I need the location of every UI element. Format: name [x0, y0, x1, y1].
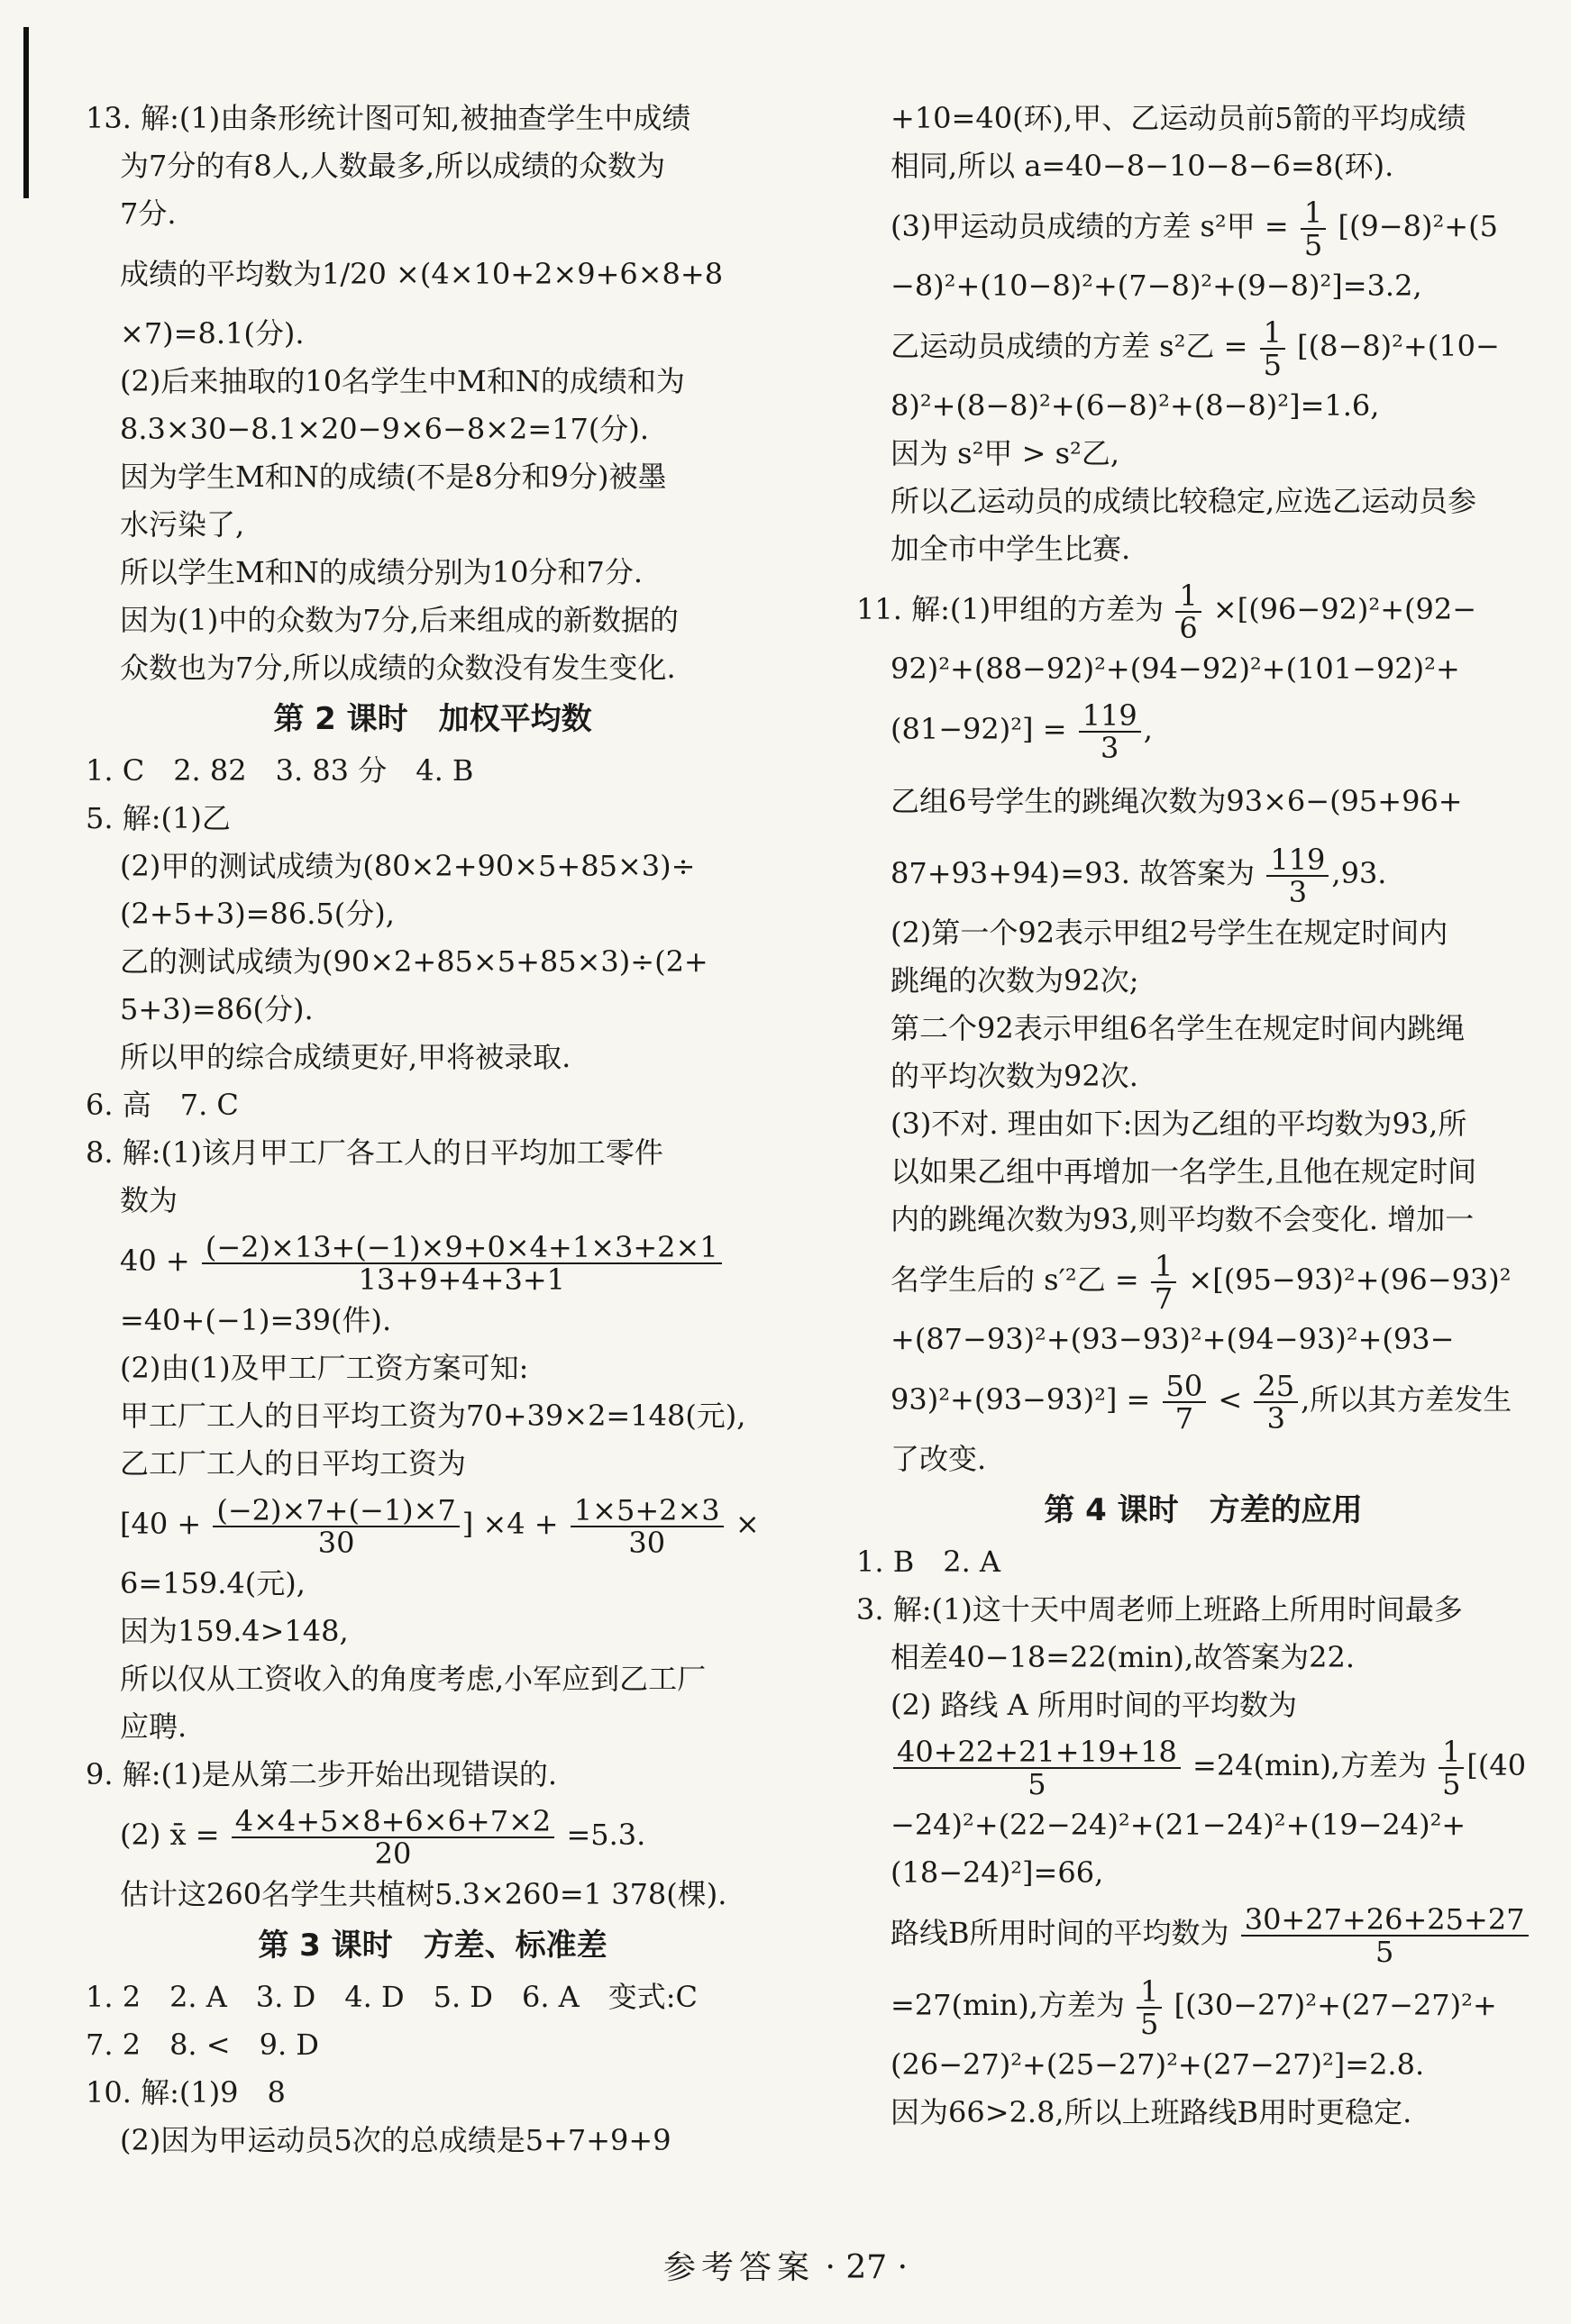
right-column	[856, 95, 1550, 2137]
page-number: · 27 ·	[825, 2249, 909, 2286]
answer-line: 5+3)=86(分).	[120, 992, 314, 1026]
section-heading: 第 2 课时 加权平均数	[273, 701, 592, 737]
q13-line: ×7)=8.1(分).	[120, 316, 305, 351]
fraction: $\frac{(-2)\times 7+(-1)\times 7}{30}$	[213, 1495, 459, 1558]
fraction: $\frac{1}{5}$	[1301, 197, 1326, 260]
answer-line: 8. 解:(1)该月甲工厂各工人的日平均加工零件	[86, 1135, 663, 1170]
q11-line: 11. 解:(1)甲组的方差为 $\frac{1}{6}$ ×[(96−92)²+(92−	[856, 578, 1477, 645]
variance-line: 乙运动员成绩的方差 s²乙 = $\frac{1}{5}$ [(8−8)²+(10−	[891, 314, 1500, 382]
section-heading: 第 4 课时 方差的应用	[1044, 1492, 1363, 1528]
q13-line: 因为(1)中的众数为7分,后来组成的新数据的	[120, 603, 679, 637]
answer-line: 因为 s²甲 > s²乙,	[891, 436, 1120, 470]
fraction: $\frac{1}{7}$	[1151, 1251, 1176, 1314]
answer-line: 相同,所以 a=40−8−10−8−6=8(环).	[891, 149, 1394, 183]
answer-line: (2+5+3)=86.5(分),	[120, 897, 395, 931]
fraction: $\frac{4\times 4+5\times 8+6\times 6+7\times 2}{20}$	[232, 1806, 555, 1869]
variance-line: (3)甲运动员成绩的方差 s²甲 = $\frac{1}{5}$ [(9−8)²+(5	[891, 195, 1498, 262]
fraction: $\frac{1}{5}$	[1137, 1976, 1162, 2039]
section-heading: 第 3 课时 方差、标准差	[258, 1928, 607, 1964]
answer-line: 内的跳绳次数为93,则平均数不会变化. 增加一	[891, 1202, 1475, 1236]
answer-line: 跳绳的次数为92次;	[891, 963, 1139, 998]
answer-line: −8)²+(10−8)²+(7−8)²+(9−8)²]=3.2,	[891, 269, 1422, 303]
answer-line: 6=159.4(元),	[120, 1566, 306, 1600]
fraction: $\frac{25}{3}$	[1254, 1371, 1298, 1434]
q13-line: 水污染了,	[120, 507, 245, 542]
q13-line: 为7分的有8人,人数最多,所以成绩的众数为	[120, 149, 666, 183]
answer-line: 相差40−18=22(min),故答案为22.	[891, 1640, 1356, 1674]
answer-line: 7. 2 8. < 9. D	[86, 2028, 319, 2062]
answer-line: (26−27)²+(25−27)²+(27−27)²]=2.8.	[891, 2047, 1425, 2082]
answer-line: 9. 解:(1)是从第二步开始出现错误的.	[86, 1757, 557, 1791]
answer-line: −24)²+(22−24)²+(21−24)²+(19−24)²+	[891, 1808, 1466, 1842]
answer-line: (2)甲的测试成绩为(80×2+90×5+85×3)÷	[120, 849, 696, 883]
answer-line: 92)²+(88−92)²+(94−92)²+(101−92)²+	[891, 652, 1460, 686]
answer-line: (18−24)²]=66,	[891, 1855, 1104, 1890]
answer-line: 估计这260名学生共植树5.3×260=1 378(棵).	[120, 1877, 727, 1911]
route-b-line: 路线B所用时间的平均数为 $\frac{30+27+26+25+27}{5}$	[856, 1897, 1550, 1969]
answer-line: 了改变.	[891, 1442, 987, 1476]
answer-line: 所以仅从工资收入的角度考虑,小军应到乙工厂	[120, 1662, 707, 1696]
route-a-line: $\frac{40+22+21+19+18}{5}$ =24(min),方差为 $\frac{1}{5}$ [(40	[856, 1729, 1550, 1801]
answer-line: 因为159.4>148,	[120, 1614, 349, 1648]
q13-line: 成绩的平均数为1/20 ×(4×10+2×9+6×8+8	[120, 257, 724, 291]
fraction: $\frac{50}{7}$	[1163, 1371, 1207, 1434]
q13-line: 13. 解:(1)由条形统计图可知,被抽查学生中成绩	[86, 101, 691, 135]
q13-line: 7分.	[120, 196, 177, 231]
q11-line: (81−92)²] = $\frac{119}{3}$ ,	[891, 697, 1153, 765]
answer-line: 数为	[120, 1183, 178, 1217]
answer-line: (2)因为甲运动员5次的总成绩是5+7+9+9	[120, 2123, 671, 2157]
fraction: $\frac{1}{5}$	[1260, 317, 1285, 380]
answer-line: (2)由(1)及甲工厂工资方案可知:	[120, 1351, 529, 1385]
q11-line: 乙组6号学生的跳绳次数为93×6−(95+96+	[891, 784, 1463, 818]
q8-fraction-line: 40 + $\frac{(-2)\times 13+(-1)\times 9+0\times 4+1\times 3+2\times 1}{13+9+4+3+1}$	[86, 1225, 780, 1297]
fraction: $\frac{119}{3}$	[1266, 844, 1329, 907]
fraction: $\frac{30+27+26+25+27}{5}$	[1241, 1904, 1529, 1967]
page-footer	[0, 2242, 1571, 2288]
q8-fraction-line-2: [40 + $\frac{(-2)\times 7+(-1)\times 7}{30}$ ] ×4 + $\frac{1\times 5+2\times 3}{30}$ ×	[120, 1492, 760, 1560]
answer-line: 乙的测试成绩为(90×2+85×5+85×3)÷(2+	[120, 944, 708, 979]
answer-line: 以如果乙组中再增加一名学生,且他在规定时间	[891, 1154, 1477, 1189]
q9-fraction-line: (2) x̄ = $\frac{4\times 4+5\times 8+6\times 6+7\times 2}{20}$ =5.3.	[120, 1803, 646, 1871]
answer-line: 10. 解:(1)9 8	[86, 2075, 286, 2110]
answer-line: +(87−93)²+(93−93)²+(94−93)²+(93−	[891, 1322, 1455, 1356]
q13-line: 8.3×30−8.1×20−9×6−8×2=17(分).	[120, 412, 650, 446]
q13-line: 众数也为7分,所以成绩的众数没有发生变化.	[120, 651, 676, 685]
q13-line: 因为学生M和N的成绩(不是8分和9分)被墨	[120, 460, 667, 494]
answer-line: 应聘.	[120, 1709, 187, 1744]
page-edge-mark	[23, 27, 29, 198]
answer-line: 5. 解:(1)乙	[86, 801, 231, 835]
fraction: $\frac{119}{3}$	[1079, 700, 1141, 763]
answer-line: 因为66>2.8,所以上班路线B用时更稳定.	[891, 2095, 1412, 2129]
answer-line: 所以乙运动员的成绩比较稳定,应选乙运动员参	[891, 484, 1477, 518]
answer-line: (2) 路线 A 所用时间的平均数为	[891, 1688, 1297, 1722]
answer-line: (2)第一个92表示甲组2号学生在规定时间内	[891, 916, 1448, 950]
answer-line: 乙工厂工人的日平均工资为	[120, 1446, 467, 1481]
answer-line: 加全市中学生比赛.	[891, 532, 1131, 566]
fraction: $\frac{1\times 5+2\times 3}{30}$	[571, 1495, 724, 1558]
q11-line: 87+93+94)=93. 故答案为 $\frac{119}{3}$ ,93.	[891, 842, 1387, 909]
answer-line: 3. 解:(1)这十天中周老师上班路上所用时间最多	[856, 1592, 1463, 1627]
q11-line: 93)²+(93−93)²] = $\frac{50}{7}$ < $\frac{25}{3}$ ,所以其方差发生	[891, 1368, 1512, 1435]
answer-line: +10=40(环),甲、乙运动员前5箭的平均成绩	[891, 101, 1466, 135]
route-b-line: =27(min),方差为 $\frac{1}{5}$ [(30−27)²+(27−27)²+	[891, 1973, 1497, 2041]
answer-line: 第二个92表示甲组6名学生在规定时间内跳绳	[891, 1011, 1466, 1045]
answer-line: =40+(−1)=39(件).	[120, 1303, 392, 1337]
answer-line: 1. C 2. 82 3. 83 分 4. B	[86, 753, 474, 788]
fraction: $\frac{1}{5}$	[1439, 1736, 1464, 1800]
answer-line: 所以甲的综合成绩更好,甲将被录取.	[120, 1040, 571, 1074]
answer-line: 甲工厂工人的日平均工资为70+39×2=148(元),	[120, 1399, 746, 1433]
answer-line: 8)²+(8−8)²+(6−8)²+(8−8)²]=1.6,	[891, 388, 1380, 423]
fraction: $\frac{(-2)\times 13+(-1)\times 9+0\times 4+1\times 3+2\times 1}{13+9+4+3+1}$	[202, 1232, 722, 1295]
answer-line: 6. 高 7. C	[86, 1088, 239, 1122]
q13-line: (2)后来抽取的10名学生中M和N的成绩和为	[120, 364, 685, 398]
fraction: $\frac{40+22+21+19+18}{5}$	[893, 1736, 1181, 1800]
answer-line: (3)不对. 理由如下:因为乙组的平均数为93,所	[891, 1107, 1467, 1141]
q11-line: 名学生后的 s′²乙 = $\frac{1}{7}$ ×[(95−93)²+(96−93)²	[891, 1248, 1512, 1316]
fraction: $\frac{1}{6}$	[1175, 580, 1201, 643]
left-column	[86, 95, 780, 2165]
answer-line: 1. 2 2. A 3. D 4. D 5. D 6. A 变式:C	[86, 1980, 699, 2014]
footer-title: 参考答案	[662, 2249, 815, 2286]
q13-line: 所以学生M和N的成绩分别为10分和7分.	[120, 555, 644, 589]
answer-line: 1. B 2. A	[856, 1545, 1001, 1579]
answer-line: 的平均次数为92次.	[891, 1059, 1138, 1093]
